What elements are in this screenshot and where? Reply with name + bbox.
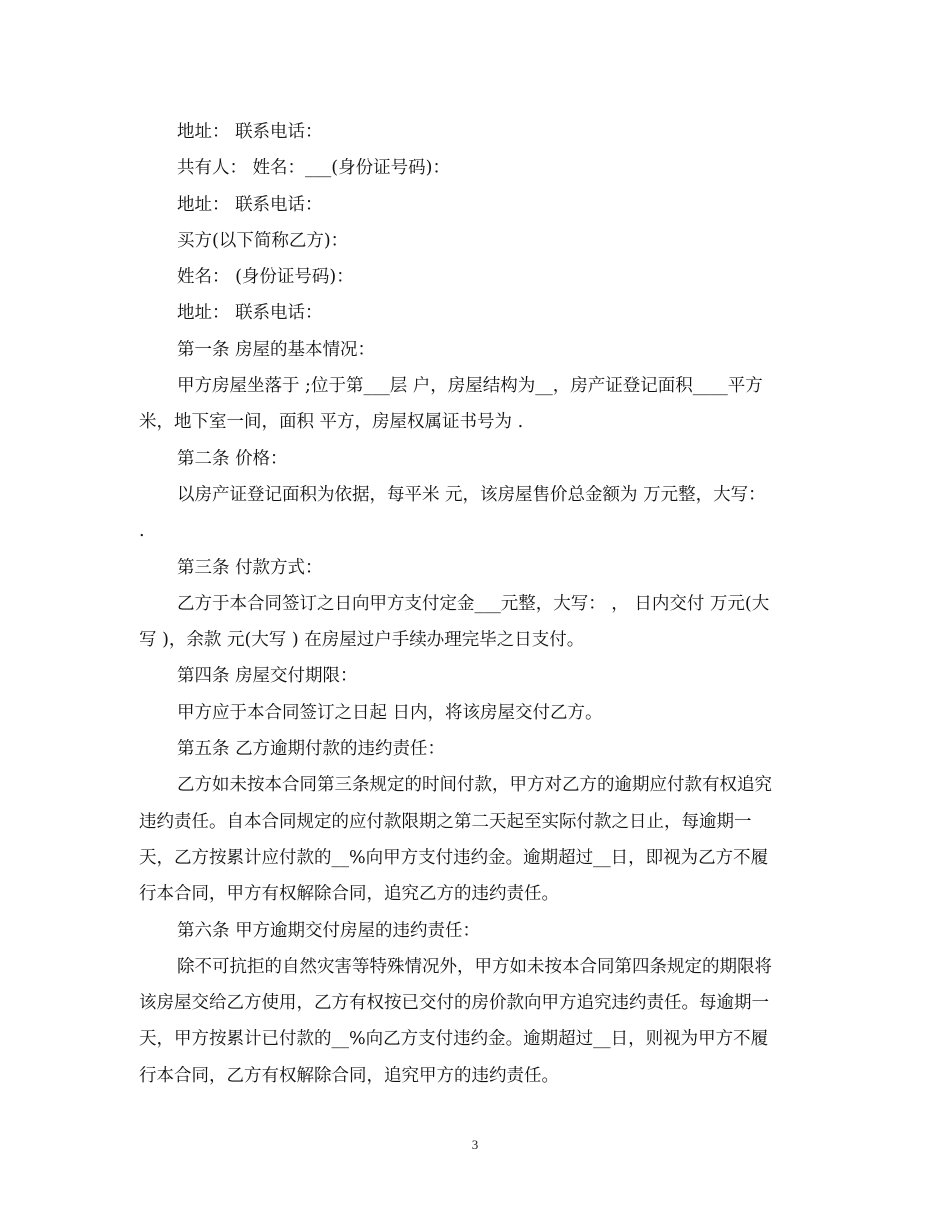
text-line: 行本合同，甲方有权解除合同，追究乙方的违约责任。 [139, 884, 559, 905]
text-line: 地址： 联系电话： [177, 122, 323, 142]
text-line: 地址： 联系电话： [177, 303, 323, 324]
text-line: 共有人： 姓名：___(身份证号码)： [177, 158, 450, 179]
text-line: . [139, 521, 145, 542]
text-line: 第一条 房屋的基本情况： [177, 339, 376, 360]
text-line: 买方(以下简称乙方)： [177, 230, 349, 251]
text-line: 地址： 联系电话： [177, 194, 323, 215]
text-line: 第五条 乙方逾期付款的违约责任： [177, 739, 446, 760]
text-line: 违约责任。自本合同规定的应付款限期之第二天起至实际付款之日止，每逾期一 [139, 811, 752, 832]
text-line: 乙方如未按本合同第三条规定的时间付款，甲方对乙方的逾期应付款有权追究 [177, 775, 772, 796]
text-line: 第二条 价格： [177, 448, 288, 469]
text-line: 写 )，余款 元(大写 ) 在房屋过户手续办理完毕之日支付。 [139, 630, 585, 651]
text-line: 第三条 付款方式： [177, 557, 323, 578]
text-line: 姓名： (身份证号码)： [177, 267, 354, 288]
text-line: 天，甲方按累计已付款的__%向乙方支付违约金。逾期超过__日，则视为甲方不履 [139, 1029, 769, 1050]
text-line: 乙方于本合同签订之日向甲方支付定金___元整，大写： ， 日内交付 万元(大 [177, 593, 770, 614]
text-line: 天，乙方按累计应付款的__%向甲方支付违约金。逾期超过__日，即视为乙方不履 [139, 847, 769, 868]
text-line: 第四条 房屋交付期限： [177, 666, 358, 687]
text-line: 甲方房屋坐落于 ;位于第___层 户，房屋结构为__，房产证登记面积____平方 [177, 376, 763, 397]
text-line: 米，地下室一间，面积 平方，房屋权属证书号为 . [139, 412, 524, 433]
text-line: 除不可抗拒的自然灾害等特殊情况外，甲方如未按本合同第四条规定的期限将 [177, 956, 772, 977]
text-line: 该房屋交给乙方使用，乙方有权按已交付的房价款向甲方追究违约责任。每逾期一 [139, 993, 769, 1014]
text-line: 第六条 甲方逾期交付房屋的违约责任： [177, 920, 481, 941]
text-line: 以房产证登记面积为依据，每平米 元，该房屋售价总金额为 万元整，大写： [177, 484, 766, 505]
text-line: 行本合同，乙方有权解除合同，追究甲方的违约责任。 [139, 1065, 559, 1086]
contract-body [139, 114, 811, 1094]
page-number: 3 [471, 1137, 479, 1152]
text-line: 甲方应于本合同签订之日起 日内，将该房屋交付乙方。 [177, 702, 603, 723]
